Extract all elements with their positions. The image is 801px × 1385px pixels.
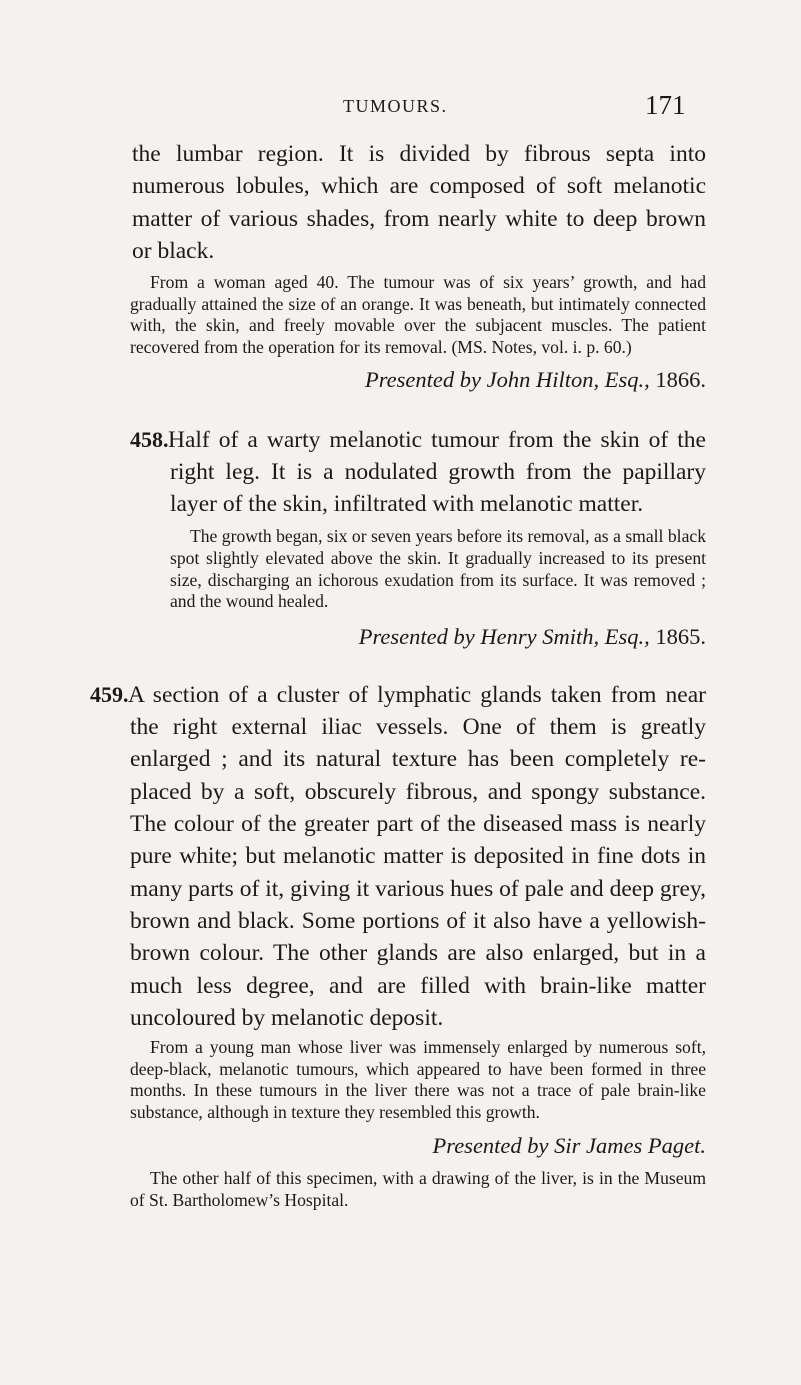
specimen-note: The growth began, six or seven years before its removal, as a small black spot slightly elevated above the skin. It gradually increased to its present size, discharging an ichorous exudation from its surface. It was removed ; and the wound healed. <box>170 526 706 612</box>
intro-paragraph: the lumbar region. It is divided by fibrous septa into numerous lobules, which are composed of soft melanotic matter of various shades, from nearly white to deep brown or black. <box>132 141 706 264</box>
presented-year: 1865. <box>649 623 706 649</box>
intro-note: From a woman aged 40. The tumour was of six years’ growth, and had gradually attained the size of an orange. It was beneath, but intimately connected with, the skin, and freely movable over the subjacent muscles. The patient recovered from the operation for its removal. (MS. Notes, vol. i. p. 60.) <box>130 272 706 357</box>
specimen-description <box>90 679 706 1034</box>
presenter-name: Presented by Henry Smith, Esq., <box>358 623 650 649</box>
presented-year: 1866. <box>649 366 706 392</box>
specimen-text: Half of a warty melanotic tumour from the skin of the right leg. It is a nodulated growth from the papillary layer of the skin, infiltrated with melanotic matter. <box>168 426 706 518</box>
specimen-entry-459 <box>90 679 706 1212</box>
specimen-presented-by <box>90 1132 706 1160</box>
specimen-note: From a young man whose liver was immensely enlarged by numerous soft, deep-black, melanotic tumours, which appeared to have been formed in three months. In these tumours in the liver there was not a trace of pale brain-like substance, although in texture they resembled this growth. <box>130 1037 706 1122</box>
running-header <box>0 92 801 124</box>
presenter-name: Presented by John Hilton, Esq., <box>365 366 650 392</box>
specimen-number: 458. <box>130 426 169 452</box>
page-number: 171 <box>645 90 686 120</box>
intro-presented-by <box>130 366 706 394</box>
specimen-presented-by <box>130 623 706 651</box>
running-title: TUMOURS. <box>343 96 448 116</box>
presenter-name: Presented by Sir James Paget. <box>432 1133 706 1159</box>
page-body <box>90 138 706 1212</box>
specimen-entry-458 <box>90 424 706 651</box>
specimen-text: A section of a cluster of lymphatic glands taken from near the right external iliac vessels. One of them is greatly enlarged ; and its natural texture has been completely replaced by a soft, obscurely fibrous, and spongy substance. The colour of the greater part of the diseased mass is nearly pure white; but melanotic matter is deposited in fine dots in many parts of it, giving it various hues of pale and deep grey, brown and black. Some portions of it also have a yellowish-brown colour. The other glands are also enlarged, but in a much less degree, and are filled with brain-like matter uncoloured by melanotic deposit. <box>128 681 706 1031</box>
specimen-footnote: The other half of this specimen, with a drawing of the liver, is in the Museum of St. Bartholomew’s Hospital. <box>130 1168 706 1211</box>
specimen-description <box>130 424 706 521</box>
specimen-number: 459. <box>90 681 129 707</box>
